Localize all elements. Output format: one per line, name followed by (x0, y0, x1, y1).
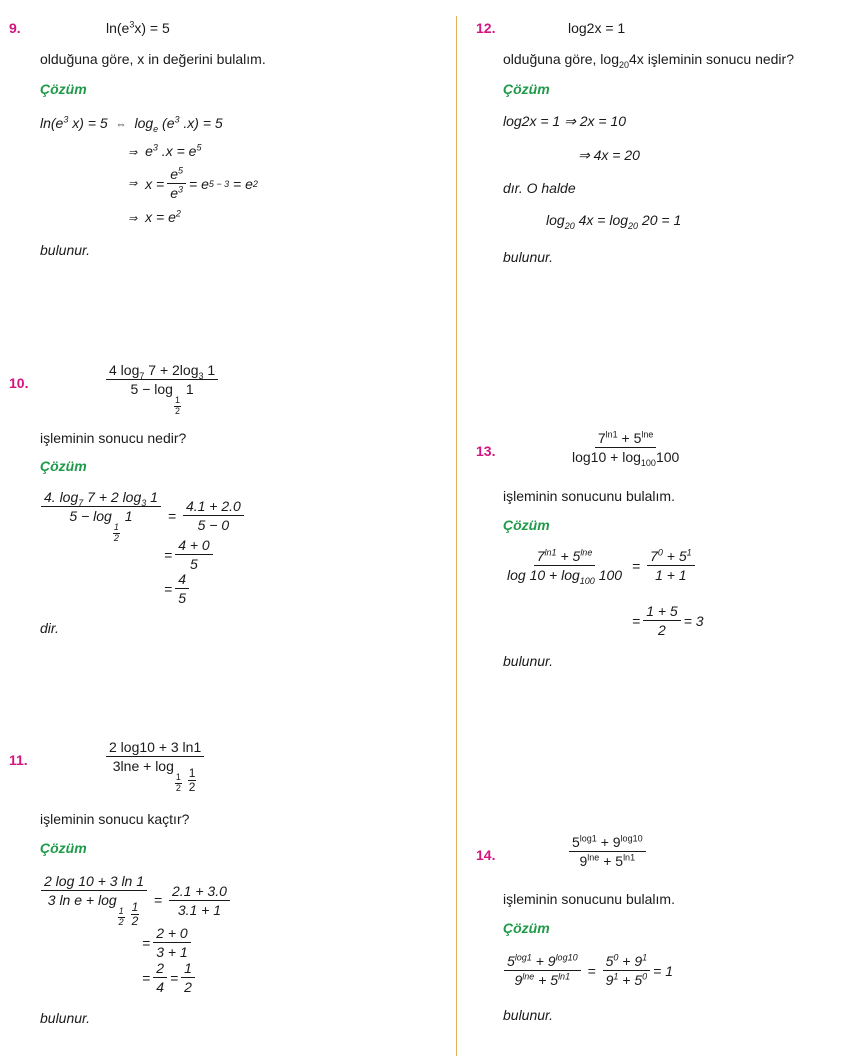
problem-12-equation: log2x = 1 (568, 20, 626, 36)
problem-13-step-1: $\frac{7^{ln1} + 5^{lne}}{\log 10 + \log_{100} 100}$ = $\frac{7^0 + 5^1}{1 + 1}$ (501, 548, 698, 583)
problem-12-ending: bulunur. (503, 249, 554, 265)
problem-13-number: 13. (476, 443, 496, 459)
problem-12-question: olduğuna göre, $\log_{20}4x$ işleminin sonucu nedir? (503, 51, 794, 70)
problem-12-solution-heading: Çözüm (503, 81, 550, 97)
problem-12-text: dır. O halde (503, 180, 576, 196)
problem-9-number: 9. (9, 20, 21, 36)
problem-13-ending: bulunur. (503, 653, 554, 669)
problem-9-step-4: ⇒ $x = e^2$ (128, 208, 181, 225)
problem-11-question: işleminin sonucu kaçtır? (40, 811, 190, 827)
problem-11-step-2: = $\frac{2 + 0}{3 + 1}$ (142, 925, 194, 960)
problem-9-step-2: ⇒ $e^3$ $.x = e^5$ (128, 142, 202, 159)
problem-14-expression: $\frac{5^{log1} + 9^{log10}}{9^{lne} + 5^{ln1}}$ (566, 834, 649, 869)
problem-9-question: olduğuna göre, x in değerini bulalım. (40, 51, 266, 67)
problem-10-step-3: = $\frac{4}{5}$ (164, 571, 192, 606)
problem-14-ending: bulunur. (503, 1007, 554, 1023)
problem-14-result: = 1 (653, 962, 673, 979)
problem-10-step-2: = $\frac{4 + 0}{5}$ (164, 537, 216, 572)
problem-13-expression: $\frac{7^{ln1} + 5^{lne}}{\log 10 + \log_{100}100}$ (572, 429, 680, 468)
problem-11-number: 11. (9, 752, 28, 768)
problem-9-solution-heading: Çözüm (40, 81, 87, 97)
problem-13-result: = 3 (683, 612, 704, 629)
problem-11-step-1: 2 log 10 + 3 ln 1 3 ln e + log $\frac{1}{2}$ $\frac{1}{2}$ = $\frac{2.1 + 3.0}{3.1 + 1}$ (38, 873, 233, 927)
problem-12-step-3: $\log_{20} 4x = \log_{20} 20 = 1$ (546, 212, 682, 231)
problem-10-ending: dir. (40, 620, 59, 636)
problem-10-expression: 4 $\log_7 7 + 2\log_3$ 1 5 − log $\frac{1}{2}$ 1 (103, 362, 221, 416)
problem-9-step-3: ⇒ x = $\frac{e^5}{e^3}$ = e 5 − 3 = e 2 (128, 165, 258, 202)
problem-13-question: işleminin sonucunu bulalım. (503, 488, 675, 504)
column-divider (456, 16, 457, 1056)
problem-11-ending: bulunur. (40, 1010, 91, 1026)
problem-9-ending: bulunur. (40, 242, 91, 258)
problem-14-question: işleminin sonucunu bulalım. (503, 891, 675, 907)
problem-10-number: 10. (9, 375, 29, 391)
problem-13-step-2: = $\frac{1 + 5}{2}$ = 3 (632, 603, 704, 639)
problem-14-number: 14. (476, 847, 496, 863)
problem-11-expression: 2 log10 + 3 ln1 3lne + log $\frac{1}{2}$ $\frac{1}{2}$ (103, 739, 207, 793)
problem-14-solution-heading: Çözüm (503, 920, 550, 936)
problem-10-solution-heading: Çözüm (40, 458, 87, 474)
problem-9-equation: $\ln(e^3x) = 5$ (106, 19, 170, 36)
problem-12-number: 12. (476, 20, 496, 36)
problem-13-solution-heading: Çözüm (503, 517, 550, 533)
problem-9-step-1: $\ln(e^3$ x) = 5 ⇔ $\log_e (e^3$ .x) = 5 (40, 114, 223, 134)
problem-10-question: işleminin sonucu nedir? (40, 430, 187, 446)
problem-10-step-1: 4. $\log_7 7 + 2$ $\log_3 1$ 5 − log $\frac{1}{2}$ 1 = $\frac{4.1 + 2.0}{5 - 0}$ (38, 489, 247, 543)
problem-11-solution-heading: Çözüm (40, 840, 87, 856)
problem-11-step-3: = $\frac{2}{4}$ = $\frac{1}{2}$ (142, 960, 198, 995)
problem-12-step-1: log2x = 1 ⇒ 2x = 10 (503, 113, 627, 129)
problem-14-step-1: $\frac{5^{log1} + 9^{log10}}{9^{lne} + 5^{ln1}}$ = $\frac{5^0 + 9^1}{9^1 + 5^0}$ = 1 (501, 953, 673, 988)
problem-12-step-2: ⇒ 4x = 20 (578, 147, 640, 163)
